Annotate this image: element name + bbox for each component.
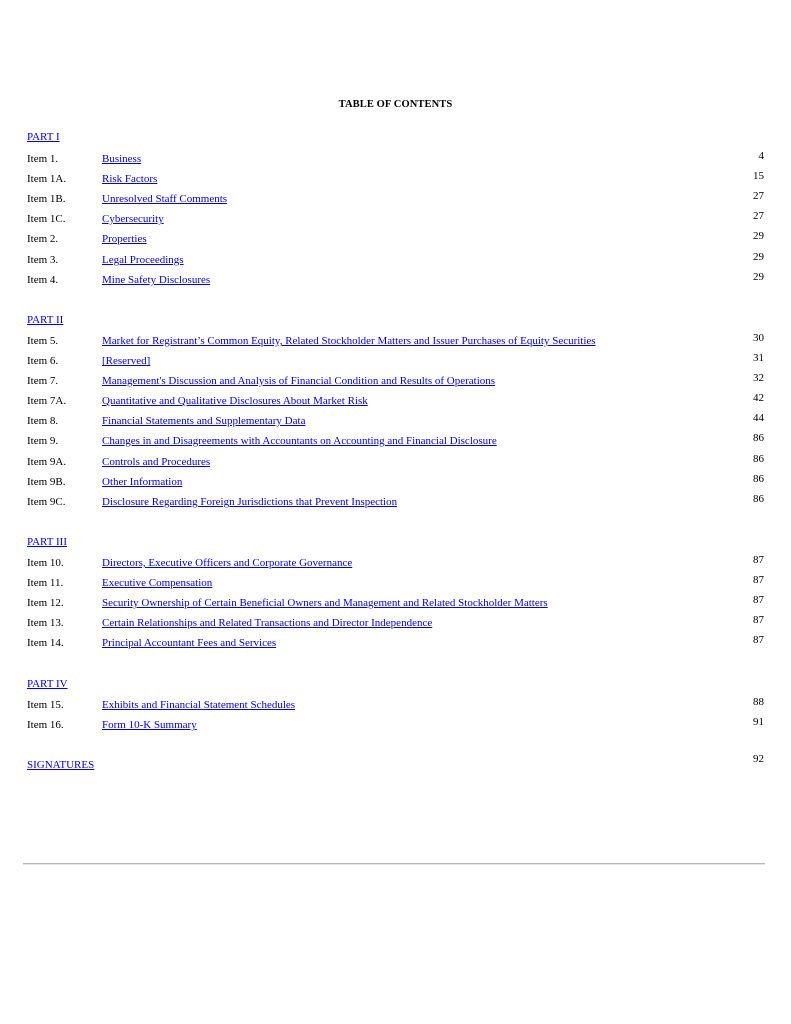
toc-row-item-10 xyxy=(27,554,764,573)
page-number: 86 xyxy=(753,473,764,485)
item-number: Item 2. xyxy=(27,233,59,245)
item-title-link[interactable]: Disclosure Regarding Foreign Jurisdictions that Prevent Inspection xyxy=(102,496,398,508)
toc-row-signatures xyxy=(27,753,764,775)
item-title-link[interactable]: Security Ownership of Certain Beneficial Owners and Management and Related Stockholder Matters xyxy=(102,597,548,609)
toc-row-item-14 xyxy=(27,634,764,653)
page-number: 32 xyxy=(753,372,764,384)
item-title-link[interactable]: Mine Safety Disclosures xyxy=(102,274,211,286)
page-number: 87 xyxy=(753,594,764,606)
signatures-link[interactable]: SIGNATURES xyxy=(27,759,95,771)
item-number: Item 12. xyxy=(27,597,64,609)
item-title-link[interactable]: Directors, Executive Officers and Corporate Governance xyxy=(102,557,353,569)
page-number: 91 xyxy=(753,716,764,728)
toc-row-item-7a xyxy=(27,392,764,411)
item-title-link[interactable]: Market for Registrant’s Common Equity, Related Stockholder Matters and Issuer Purchases of Equity Securities xyxy=(102,335,596,347)
page-number: 92 xyxy=(753,753,764,765)
toc-row-item-8 xyxy=(27,412,764,431)
page-number: 87 xyxy=(753,554,764,566)
toc-row-item-9b xyxy=(27,473,764,492)
toc-row-item-13 xyxy=(27,614,764,633)
page-number: 88 xyxy=(753,696,764,708)
page-number: 15 xyxy=(753,170,764,182)
page-number: 87 xyxy=(753,634,764,646)
page-number: 87 xyxy=(753,614,764,626)
page-number: 29 xyxy=(753,271,764,283)
part-2-link[interactable]: PART II xyxy=(27,314,64,326)
toc-row-item-9a xyxy=(27,453,764,472)
item-number: Item 13. xyxy=(27,617,64,629)
item-title-link[interactable]: Financial Statements and Supplementary Data xyxy=(102,415,306,427)
toc-row-item-11 xyxy=(27,574,764,593)
item-number: Item 7. xyxy=(27,375,59,387)
page-number: 86 xyxy=(753,493,764,505)
item-number: Item 1B. xyxy=(27,193,66,205)
item-number: Item 7A. xyxy=(27,395,67,407)
page-number: 29 xyxy=(753,251,764,263)
page-number: 30 xyxy=(753,332,764,344)
item-number: Item 9B. xyxy=(27,476,66,488)
page-number: 42 xyxy=(753,392,764,404)
item-number: Item 14. xyxy=(27,637,64,649)
item-number: Item 9C. xyxy=(27,496,66,508)
item-title-link[interactable]: Quantitative and Qualitative Disclosures About Market Risk xyxy=(102,395,368,407)
item-title-link[interactable]: Cybersecurity xyxy=(102,213,164,225)
toc-row-item-6 xyxy=(27,352,764,371)
item-number: Item 9. xyxy=(27,435,59,447)
toc-row-item-12 xyxy=(27,594,764,613)
item-number: Item 4. xyxy=(27,274,59,286)
item-number: Item 1A. xyxy=(27,173,67,185)
item-number: Item 10. xyxy=(27,557,64,569)
item-title-link[interactable]: Exhibits and Financial Statement Schedules xyxy=(102,699,296,711)
item-title-link[interactable]: Executive Compensation xyxy=(102,577,213,589)
page-number: 87 xyxy=(753,574,764,586)
item-number: Item 1. xyxy=(27,153,59,165)
item-title-link[interactable]: Other Information xyxy=(102,476,183,488)
item-number: Item 15. xyxy=(27,699,64,711)
part-3-link[interactable]: PART III xyxy=(27,536,67,548)
page-number: 29 xyxy=(753,230,764,242)
toc-row-item-1c xyxy=(27,210,764,229)
toc-row-item-1b xyxy=(27,190,764,209)
page-number: 31 xyxy=(753,352,764,364)
page-number: 86 xyxy=(753,453,764,465)
item-title-link[interactable]: Principal Accountant Fees and Services xyxy=(102,637,277,649)
toc-row-item-7 xyxy=(27,372,764,391)
toc-row-item-1 xyxy=(27,150,764,169)
horizontal-rule xyxy=(23,863,765,865)
toc-title: TABLE OF CONTENTS xyxy=(338,99,453,110)
toc-row-item-15 xyxy=(27,696,764,715)
item-number: Item 9A. xyxy=(27,456,67,468)
part-4-link[interactable]: PART IV xyxy=(27,678,68,690)
item-title-link[interactable]: Unresolved Staff Comments xyxy=(102,193,228,205)
item-title-link[interactable]: Risk Factors xyxy=(102,173,158,185)
item-number: Item 8. xyxy=(27,415,59,427)
item-title-link[interactable]: Form 10-K Summary xyxy=(102,719,197,731)
item-title-link[interactable]: Legal Proceedings xyxy=(102,254,184,266)
page-number: 86 xyxy=(753,432,764,444)
item-number: Item 11. xyxy=(27,577,64,589)
toc-row-item-2 xyxy=(27,230,764,249)
toc-row-item-3 xyxy=(27,251,764,270)
item-title-link[interactable]: Properties xyxy=(102,233,147,245)
item-number: Item 16. xyxy=(27,719,64,731)
toc-row-item-5 xyxy=(27,332,764,351)
toc-row-item-1a xyxy=(27,170,764,189)
page-number: 4 xyxy=(758,150,764,162)
item-title-link[interactable]: Certain Relationships and Related Transactions and Director Independence xyxy=(102,617,433,629)
item-number: Item 3. xyxy=(27,254,59,266)
item-number: Item 6. xyxy=(27,355,59,367)
toc-row-item-4 xyxy=(27,271,764,290)
item-title-link[interactable]: Controls and Procedures xyxy=(102,456,211,468)
item-title-link[interactable]: Changes in and Disagreements with Accountants on Accounting and Financial Disclosure xyxy=(102,435,497,447)
item-title-link[interactable]: Management's Discussion and Analysis of Financial Condition and Results of Operations xyxy=(102,375,496,387)
toc-row-item-9c xyxy=(27,493,764,512)
page-number: 44 xyxy=(753,412,764,424)
item-number: Item 1C. xyxy=(27,213,66,225)
item-title-link[interactable]: Business xyxy=(102,153,142,165)
part-1-link[interactable]: PART I xyxy=(27,131,60,143)
page-number: 27 xyxy=(753,190,764,202)
toc-row-item-16 xyxy=(27,716,764,735)
item-title-link[interactable]: [Reserved] xyxy=(102,355,151,367)
item-number: Item 5. xyxy=(27,335,59,347)
toc-row-item-9 xyxy=(27,432,764,451)
page-number: 27 xyxy=(753,210,764,222)
